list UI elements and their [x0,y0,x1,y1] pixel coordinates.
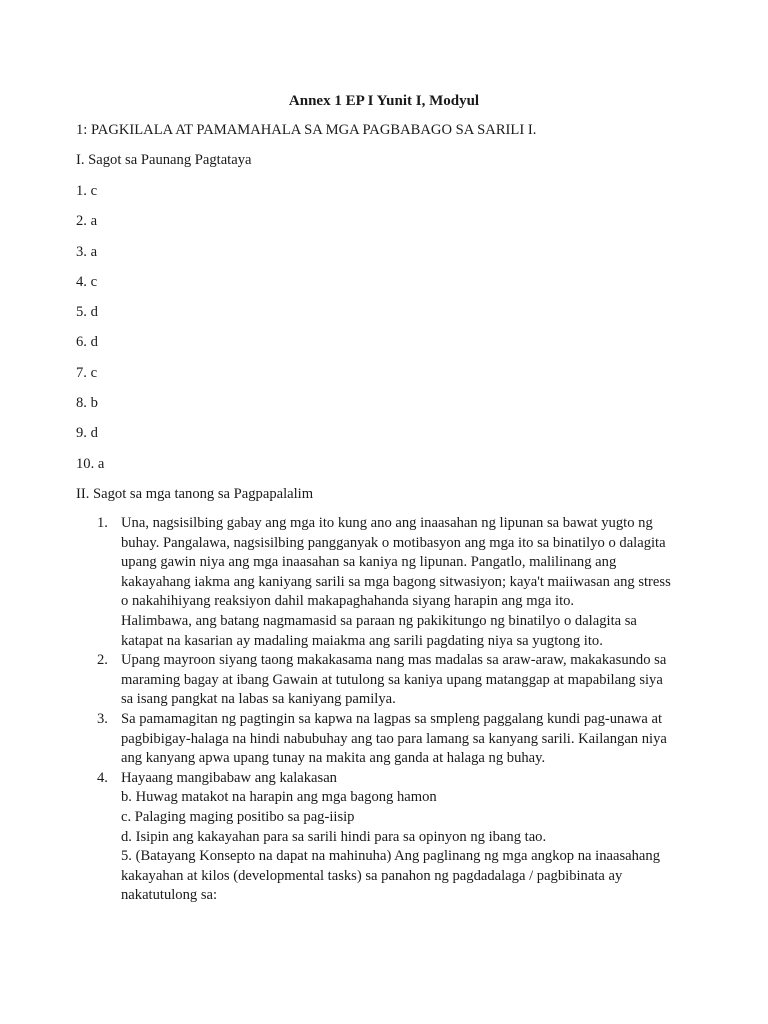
document-title: Annex 1 EP I Yunit I, Modyul [288,93,480,109]
answer-item: 8. b [76,395,98,412]
answer-item: 10. a [76,455,105,472]
answer-item: 6. d [76,334,98,351]
section-heading-paunang-pagtataya: I. Sagot sa Paunang Pagtataya [76,152,252,168]
answer-item: 3. a [76,243,98,260]
answer-list [76,181,104,484]
text-line: Halimbawa, ang batang nagmamasid sa paraan ng pakikitungo ng binatilyo o dalagita sa [121,612,637,629]
text-line: kakayahan at kilos (developmental tasks) sa panahon ng pagdadalaga / pagbibinata ay [121,867,623,884]
list-item-text [121,710,722,769]
text-line: Hayaang mangibabaw ang kalakasan [121,769,337,786]
text-line: katapat na kasarian ay madaling maiakma ang sarili pagdating niya sa yugtong ito. [121,632,603,649]
list-item [97,769,722,906]
list-item-number: 1. [97,515,108,531]
question-answer-list [97,514,722,906]
list-item-number: 4. [97,769,108,786]
text-line: maraming bagay at ibang Gawain at tutulong sa kaniya upang matanggap at mapabilang siya [121,671,663,688]
list-item-text [121,514,722,651]
answer-item: 7. c [76,364,98,381]
text-line: Upang mayroon siyang taong makakasama nang mas madalas sa araw-araw, makakasundo sa [121,652,667,669]
text-line: 5. (Batayang Konsepto na dapat na mahinuha) Ang paglinang ng mga angkop na inaasahang [121,848,661,865]
answer-item: 9. d [76,425,98,442]
text-line: c. Palaging maging positibo sa pag-iisip [121,808,355,825]
list-item-text [121,651,722,710]
section-heading-pagpapalalim: II. Sagot sa mga tanong sa Pagpapalalim [76,486,314,502]
answer-item: 1. c [76,183,98,199]
text-line: Sa pamamagitan ng pagtingin sa kapwa na lagpas sa smpleng paggalang kundi pag-unawa at [121,710,663,727]
list-item [97,651,722,710]
answer-item: 5. d [76,304,98,321]
text-line: kakayahang iakma ang kaniyang sarili sa mga bagong sitwasiyon; kaya't maiiwasan ang stress [121,573,671,590]
list-item-number: 3. [97,710,108,727]
list-item-text [121,769,722,906]
text-line: ang kanyang apwa upang tunay na makita ang ganda at halaga ng buhay. [121,750,546,767]
list-item-number: 2. [97,652,108,669]
text-line: b. Huwag matakot na harapin ang mga bagong hamon [121,789,437,806]
list-item [97,514,722,651]
text-line: buhay. Pangalawa, nagsisilbing pangganyak o motibasyon ang mga ito sa binatilyo o dalagita [121,534,666,551]
text-line: Una, nagsisilbing gabay ang mga ito kung ano ang inaasahan ng lipunan sa bawat yugto ng [121,515,653,531]
text-line: d. Isipin ang kakayahan para sa sarili hindi para sa opinyon ng ibang tao. [121,828,547,845]
answer-item: 4. c [76,273,98,290]
text-line: pagbibigay-halaga na hindi nabubuhay ang tao para lamang sa kanyang sarili. Kailangan niya [121,730,667,747]
text-line: nakatutulong sa: [121,887,218,904]
text-line: o nakahihiyang reaksiyon dahil makapaghahanda siyang harapin ang mga ito. [121,593,575,610]
text-line: sa isang pangkat na labas sa kaniyang pamilya. [121,691,396,708]
document-subtitle: 1: PAGKILALA AT PAMAMAHALA SA MGA PAGBABAGO SA SARILI I. [76,122,537,138]
answer-item: 2. a [76,213,98,230]
text-line: upang gawin niya ang mga inaasahan sa kaniya ng lipunan. Pangatlo, malilinang ang [121,554,617,571]
list-item [97,710,722,769]
